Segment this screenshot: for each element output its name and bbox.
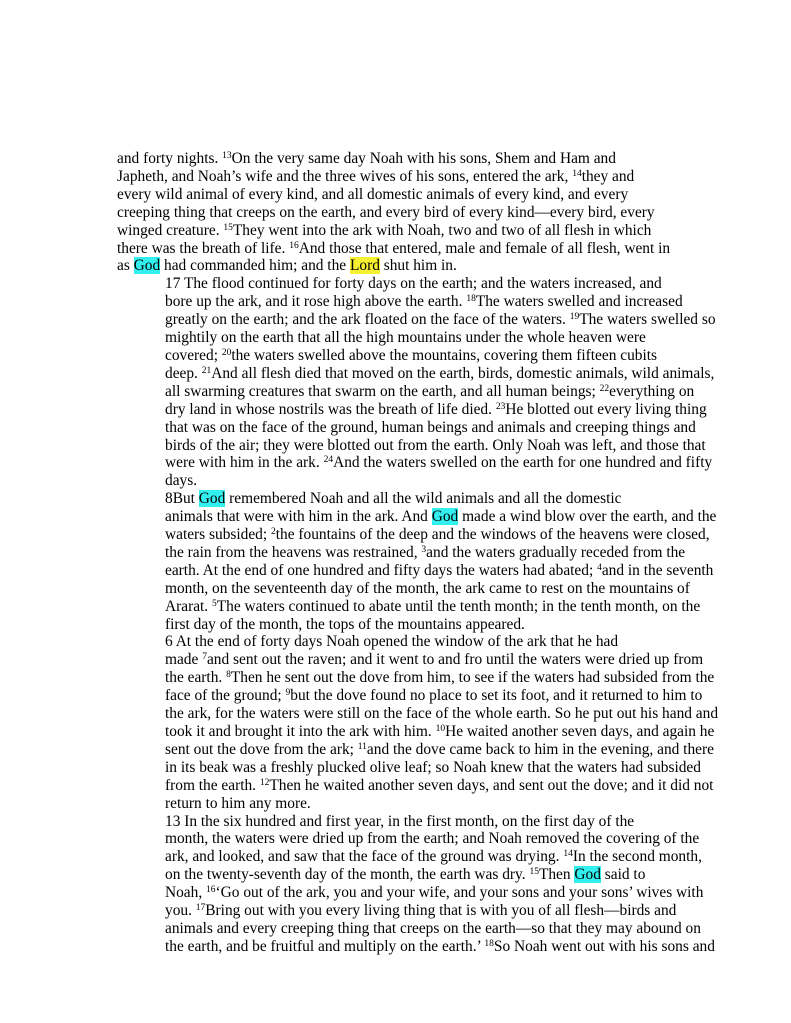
text-segment: And the waters swelled on the earth for one hundred and fifty xyxy=(333,454,713,472)
text-segment: and forty nights. xyxy=(117,150,223,167)
paragraph xyxy=(117,150,671,275)
text-line xyxy=(117,150,665,168)
text-segment: He blotted out every living thing xyxy=(505,400,707,418)
verse-number: 14 xyxy=(563,849,573,860)
text-segment: dry land in whose nostrils was the breath of life died. xyxy=(165,400,496,418)
text-line xyxy=(117,633,665,651)
verse-number: 3 xyxy=(421,544,427,555)
text-segment: earth. At the end of one hundred and fifty days the waters had abated; xyxy=(165,561,598,579)
text-segment: remembered Noah and all the wild animals and all the domestic xyxy=(225,490,622,508)
text-line xyxy=(117,364,715,383)
text-segment: On the very same day Noah with his sons, Shem and Ham and xyxy=(231,150,616,167)
text-segment: days. xyxy=(165,472,198,490)
text-segment: birds of the air; they were blotted out from the earth. Only Noah was left, and those that xyxy=(165,436,706,454)
verse-number: 18 xyxy=(484,938,494,949)
text-line xyxy=(117,669,715,687)
text-segment: They went into the ark with Noah, two and two of all flesh in which xyxy=(232,221,652,239)
text-segment: shut him in. xyxy=(379,257,457,275)
verse-number: 17 xyxy=(195,903,206,914)
text-segment: The waters continued to abate until the tenth month; in the tenth month, on the xyxy=(216,597,701,615)
text-segment: The waters swelled and increased xyxy=(475,293,683,311)
text-segment: Then xyxy=(538,866,575,884)
text-segment: In the second month, xyxy=(572,848,702,866)
text-line xyxy=(117,866,665,884)
text-segment: Ararat. xyxy=(165,597,212,615)
text-segment: 8But xyxy=(165,490,199,508)
text-segment: in its beak was a freshly plucked olive leaf; so Noah knew that the waters had subsided xyxy=(165,758,701,776)
text-segment: they and xyxy=(581,167,635,185)
verse-number: 16 xyxy=(206,885,216,896)
highlighted-word: God xyxy=(431,508,459,526)
highlighted-word: God xyxy=(133,257,161,275)
verse-number: 23 xyxy=(495,401,506,412)
text-line xyxy=(117,311,716,329)
text-line xyxy=(117,329,665,347)
text-segment: made xyxy=(165,651,203,669)
verse-number: 11 xyxy=(357,741,367,752)
text-line xyxy=(117,275,665,293)
text-segment: 6 At the end of forty days Noah opened the window of the ark that he had xyxy=(165,633,619,651)
text-segment: the ark, for the waters were still on the face of the whole earth. So he put out his hand and xyxy=(165,705,719,723)
text-segment: made a wind blow over the earth, and the xyxy=(458,508,717,526)
text-segment: and the waters gradually receded from the xyxy=(426,543,686,561)
text-segment: all swarming creatures that swarm on the earth, and all human beings; xyxy=(165,382,600,400)
text-line xyxy=(117,579,690,598)
text-line xyxy=(117,347,665,365)
text-segment: face of the ground; xyxy=(165,687,286,705)
text-segment: were with him in the ark. xyxy=(165,454,324,472)
text-segment: sent out the dove from the ark; xyxy=(165,740,358,758)
paragraph xyxy=(117,275,716,490)
verse-number: 15 xyxy=(529,867,539,878)
verse-number: 4 xyxy=(597,562,602,573)
text-segment: but the dove found no place to set its foot, and it returned to him to xyxy=(290,687,703,705)
text-line xyxy=(117,382,695,401)
text-segment: took it and brought it into the ark with him. xyxy=(165,723,436,740)
text-segment: 17 The flood continued for forty days on the earth; and the waters increased, and xyxy=(165,275,662,293)
text-segment: and the dove came back to him in the evening, and there xyxy=(366,740,714,758)
text-line xyxy=(117,561,714,580)
text-line xyxy=(117,884,704,902)
text-segment: first day of the month, the tops of the mountains appeared. xyxy=(165,615,525,633)
text-line xyxy=(117,616,665,634)
text-segment: the waters swelled above the mountains, covering them fifteen cubits xyxy=(231,346,658,364)
text-segment: He waited another seven days, and again he xyxy=(445,723,715,740)
verse-number: 20 xyxy=(221,347,232,358)
text-segment: on the twenty-seventh day of the month, the earth was dry. xyxy=(165,866,530,884)
text-segment: the rain from the heavens was restrained, xyxy=(165,543,422,561)
text-line xyxy=(117,186,665,204)
text-line xyxy=(117,436,706,455)
text-line xyxy=(117,526,710,544)
text-segment: waters subsided; xyxy=(165,526,272,544)
verse-number: 15 xyxy=(223,222,233,233)
text-segment: deep. xyxy=(165,364,202,382)
text-segment: greatly on the earth; and the ark floated on the face of the waters. xyxy=(165,311,570,329)
text-line xyxy=(117,543,686,562)
text-segment: every wild animal of every kind, and all domestic animals of every kind, and every xyxy=(117,185,629,203)
verse-number: 16 xyxy=(289,240,299,251)
paragraph xyxy=(117,633,719,812)
text-segment: there was the breath of life. xyxy=(117,239,290,257)
verse-number: 7 xyxy=(202,652,207,663)
text-segment: mightily on the earth that all the high mountains under the whole heaven were xyxy=(165,329,646,347)
text-line xyxy=(117,418,696,437)
text-segment: everything on xyxy=(609,382,695,400)
text-segment: month, the waters were dried up from the earth; and Noah removed the covering of the xyxy=(165,830,700,848)
text-line xyxy=(117,705,719,723)
text-line xyxy=(117,651,704,669)
text-line xyxy=(117,454,713,472)
verse-number: 5 xyxy=(212,598,217,609)
text-segment: you. xyxy=(165,902,196,920)
text-segment: month, on the seventeenth day of the month, the ark came to rest on the mountains of xyxy=(165,579,690,597)
text-line xyxy=(117,937,715,956)
verse-number: 12 xyxy=(259,777,270,788)
scripture-text xyxy=(117,150,719,956)
text-segment: the earth. xyxy=(165,669,227,687)
text-segment: creeping thing that creeps on the earth, and every bird of every kind—every bird, every xyxy=(117,203,655,221)
text-segment: winged creature. xyxy=(117,221,224,239)
text-line xyxy=(117,490,665,508)
text-line xyxy=(117,795,665,813)
text-segment: had commanded him; and the xyxy=(160,257,350,275)
text-line xyxy=(117,204,665,222)
text-segment: ‘Go out of the ark, you and your wife, and your sons and your sons’ wives with xyxy=(215,884,704,902)
highlighted-word: God xyxy=(574,866,601,884)
verse-number: 21 xyxy=(201,365,212,376)
highlighted-word: God xyxy=(198,490,226,508)
text-segment: And all flesh died that moved on the earth, birds, domestic animals, wild animals, xyxy=(211,364,715,382)
text-segment: And those that entered, male and female of all flesh, went in xyxy=(298,239,671,257)
highlighted-word: Lord xyxy=(349,257,380,275)
text-segment: animals that were with him in the ark. And xyxy=(165,508,432,526)
text-segment: as xyxy=(117,257,134,275)
text-line xyxy=(117,257,665,275)
verse-number: 19 xyxy=(569,312,580,323)
text-line xyxy=(117,400,707,419)
text-segment: The waters swelled so xyxy=(579,311,716,329)
verse-number: 13 xyxy=(222,151,232,161)
verse-number: 2 xyxy=(271,527,276,538)
verse-number: 8 xyxy=(226,670,231,681)
text-segment: from the earth. xyxy=(165,776,260,794)
text-line xyxy=(117,776,714,795)
text-segment: Bring out with you every living thing that is with you of all flesh—birds and xyxy=(205,902,677,920)
text-segment: that was on the face of the ground, human beings and animals and creeping things and xyxy=(165,418,696,436)
paragraph xyxy=(117,812,715,956)
text-line xyxy=(117,168,665,186)
text-segment: said to xyxy=(600,866,646,884)
text-segment: return to him any more. xyxy=(165,794,311,812)
text-segment: Noah, xyxy=(165,884,207,902)
text-segment: the earth, and be fruitful and multiply on the earth.’ xyxy=(165,937,485,955)
paragraph xyxy=(117,490,717,633)
text-line xyxy=(117,919,701,938)
text-line xyxy=(117,902,677,920)
text-segment: animals and every creeping thing that creeps on the earth—so that they may abound on xyxy=(165,919,701,937)
text-line xyxy=(117,508,717,526)
text-segment: and in the seventh xyxy=(601,561,714,579)
text-line xyxy=(117,597,701,616)
text-segment: and sent out the raven; and it went to and fro until the waters were dried up from xyxy=(206,651,704,669)
text-line xyxy=(117,687,703,705)
text-segment: Then he waited another seven days, and sent out the dove; and it did not xyxy=(269,776,714,794)
text-segment: covered; xyxy=(165,346,222,364)
text-line xyxy=(117,830,700,848)
verse-number: 9 xyxy=(285,688,291,699)
text-segment: So Noah went out with his sons and xyxy=(493,937,715,955)
verse-number: 14 xyxy=(572,168,582,179)
text-line xyxy=(117,472,665,490)
text-line xyxy=(117,239,671,258)
text-line xyxy=(117,723,715,741)
text-line xyxy=(117,222,665,240)
verse-number: 18 xyxy=(466,294,476,305)
text-segment: ark, and looked, and saw that the face of the ground was drying. xyxy=(165,848,564,866)
text-segment: 13 In the six hundred and first year, in the first month, on the first day of the xyxy=(165,812,635,830)
text-line xyxy=(117,740,714,759)
text-line xyxy=(117,758,701,777)
text-line xyxy=(117,813,665,831)
text-segment: the fountains of the deep and the windows of the heavens were closed, xyxy=(275,526,710,544)
text-segment: Japheth, and Noah’s wife and the three wives of his sons, entered the ark, xyxy=(117,167,573,185)
text-segment: bore up the ark, and it rose high above the earth. xyxy=(165,293,467,311)
verse-number: 10 xyxy=(435,724,446,734)
text-segment: Then he sent out the dove from him, to see if the waters had subsided from the xyxy=(230,669,715,687)
verse-number: 24 xyxy=(323,455,334,466)
text-line xyxy=(117,293,683,311)
text-line xyxy=(117,848,702,866)
verse-number: 22 xyxy=(599,383,610,394)
